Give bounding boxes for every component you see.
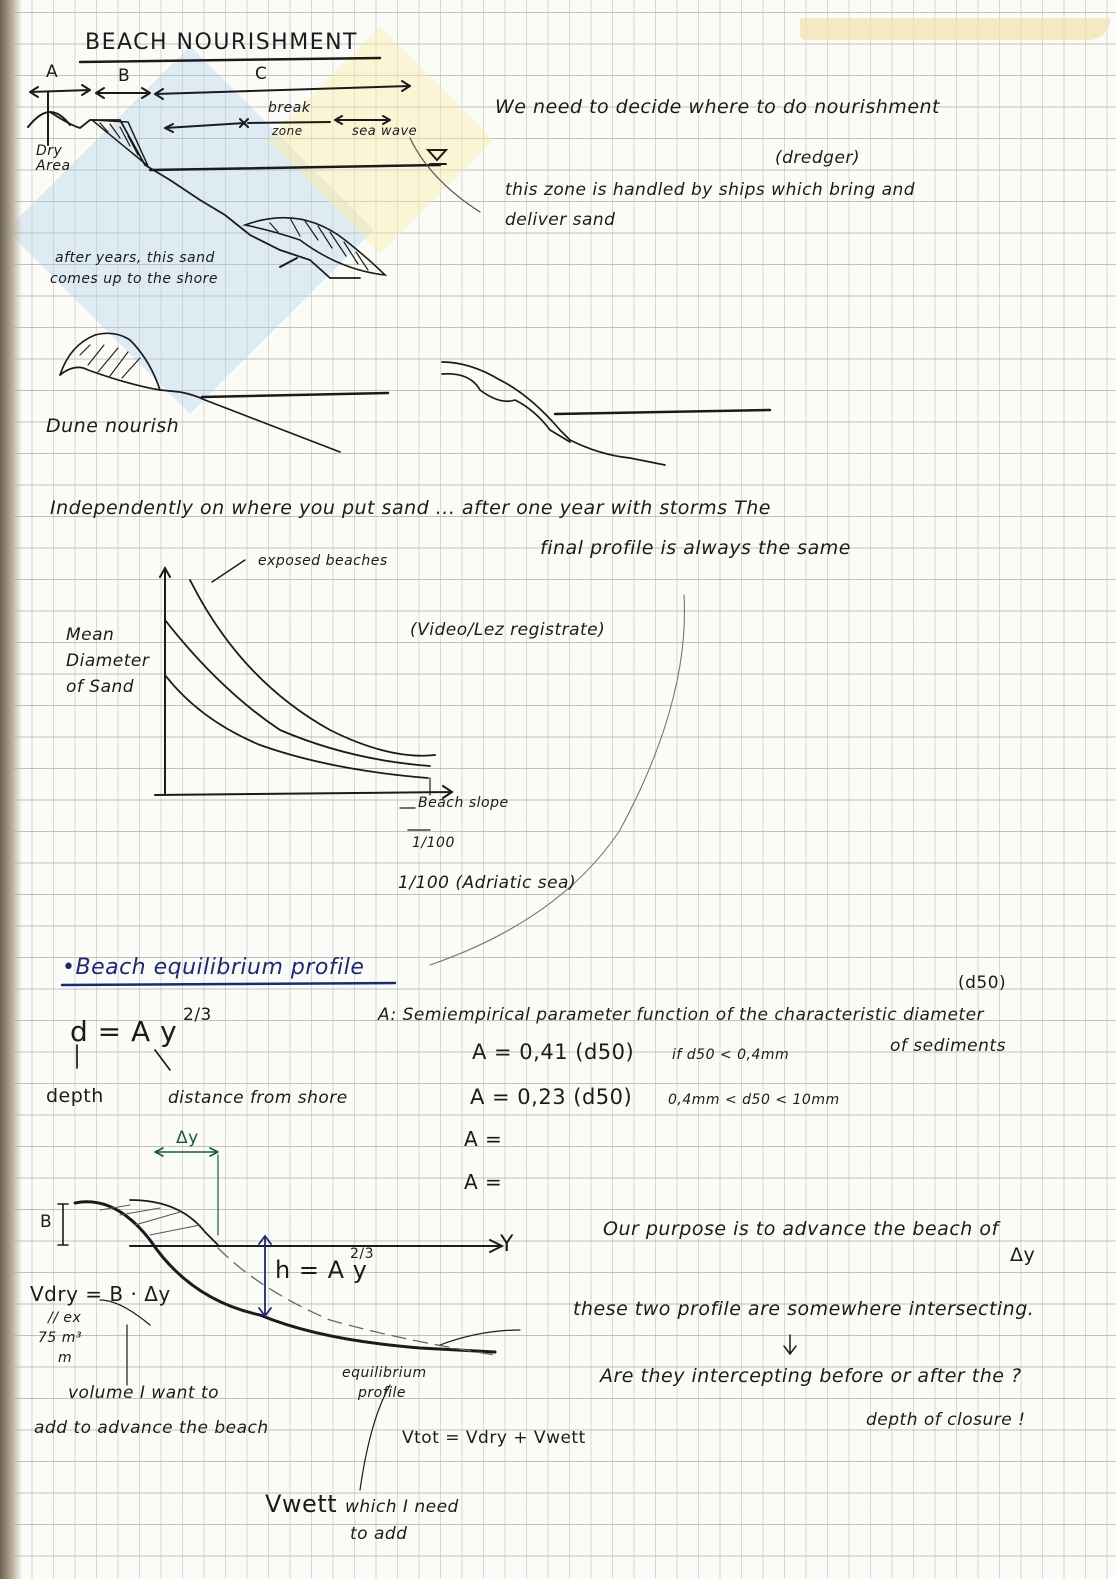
equilibrium-label: equilibrium: [342, 1365, 427, 1381]
dune-nourish-label: Dune nourish: [46, 415, 180, 437]
dredger-note: (dredger): [775, 148, 861, 168]
area-label: Area: [36, 158, 71, 174]
chart-annotation-exposed: exposed beaches: [258, 553, 388, 569]
vdry-value: 75 m³: [38, 1330, 83, 1346]
b-label: B: [40, 1212, 53, 1232]
volume-note-2: add to advance the beach: [34, 1418, 269, 1438]
sea-wave-label: sea wave: [352, 124, 418, 139]
zone-b-label: B: [118, 66, 131, 86]
a-row-4-eq: A =: [464, 1170, 503, 1194]
zone-label: zone: [272, 124, 303, 138]
deliver-sand-note: deliver sand: [505, 210, 616, 230]
adriatic-note: 1/100 (Adriatic sea): [398, 873, 577, 893]
purpose-line3: Are they intercepting before or after the ?: [600, 1365, 1022, 1387]
dry-label: Dry: [36, 143, 63, 159]
d50-label: (d50): [958, 973, 1007, 993]
purpose-line1: Our purpose is to advance the beach of: [603, 1218, 999, 1240]
vtot-formula: Vtot = Vdry + Vwett: [402, 1428, 586, 1448]
vwett-note-2: to add: [350, 1524, 408, 1544]
comes-up-note: comes up to the shore: [50, 271, 218, 287]
vdry-example: // ex: [48, 1310, 82, 1326]
formula-exponent: 2/3: [183, 1005, 212, 1025]
break-label: break: [268, 100, 311, 116]
zone-c-label: C: [255, 64, 268, 84]
y-axis-label: Y: [500, 1232, 514, 1257]
vdry-unit: m: [58, 1350, 73, 1366]
purpose-line2: these two profile are somewhere intersecting.: [573, 1298, 1035, 1320]
a-row-1-cond: if d50 < 0,4mm: [672, 1047, 790, 1063]
chart-ylabel: Mean Diameter of Sand: [66, 625, 150, 697]
distance-label: distance from shore: [168, 1088, 348, 1108]
video-note: (Video/Lez registrate): [410, 620, 606, 640]
chart-xlabel: Beach slope: [418, 795, 509, 811]
a-row-2-cond: 0,4mm < d50 < 10mm: [668, 1092, 840, 1108]
h-exponent: 2/3: [350, 1246, 375, 1262]
vdry-formula: Vdry = B · Δy: [30, 1282, 171, 1306]
after-years-note: after years, this sand: [55, 250, 215, 266]
purpose-delta-y: Δy: [1010, 1244, 1036, 1266]
delta-y-label: Δy: [176, 1128, 199, 1148]
formula-d-ay: d = A y: [70, 1015, 178, 1048]
profile-label: profile: [358, 1385, 407, 1401]
vwett-label: Vwett: [265, 1490, 338, 1518]
volume-note-1: volume I want to: [68, 1383, 220, 1403]
zone-a-label: A: [46, 62, 59, 82]
purpose-line4: depth of closure !: [866, 1410, 1026, 1430]
vwett-note-1: which I need: [345, 1497, 459, 1517]
page-title: BEACH NOURISHMENT: [85, 30, 358, 55]
independently-line2: final profile is always the same: [540, 537, 851, 559]
chart-tick-1-100: 1/100: [412, 835, 455, 851]
decide-note: We need to decide where to do nourishment: [495, 96, 940, 118]
a-definition-2: of sediments: [890, 1036, 1006, 1056]
a-row-3-eq: A =: [464, 1127, 503, 1151]
a-definition: A: Semiempirical parameter function of the characteristic diameter: [378, 1005, 985, 1025]
depth-label: depth: [46, 1085, 104, 1107]
a-row-2-eq: A = 0,23 (d50): [470, 1085, 633, 1109]
h-formula: h = A y: [275, 1256, 368, 1284]
section-heading: •Beach equilibrium profile: [62, 955, 365, 980]
ships-note: this zone is handled by ships which bring and: [505, 180, 916, 200]
independently-line1: Independently on where you put sand ... after one year with storms The: [50, 497, 771, 519]
a-row-1-eq: A = 0,41 (d50): [472, 1040, 635, 1064]
